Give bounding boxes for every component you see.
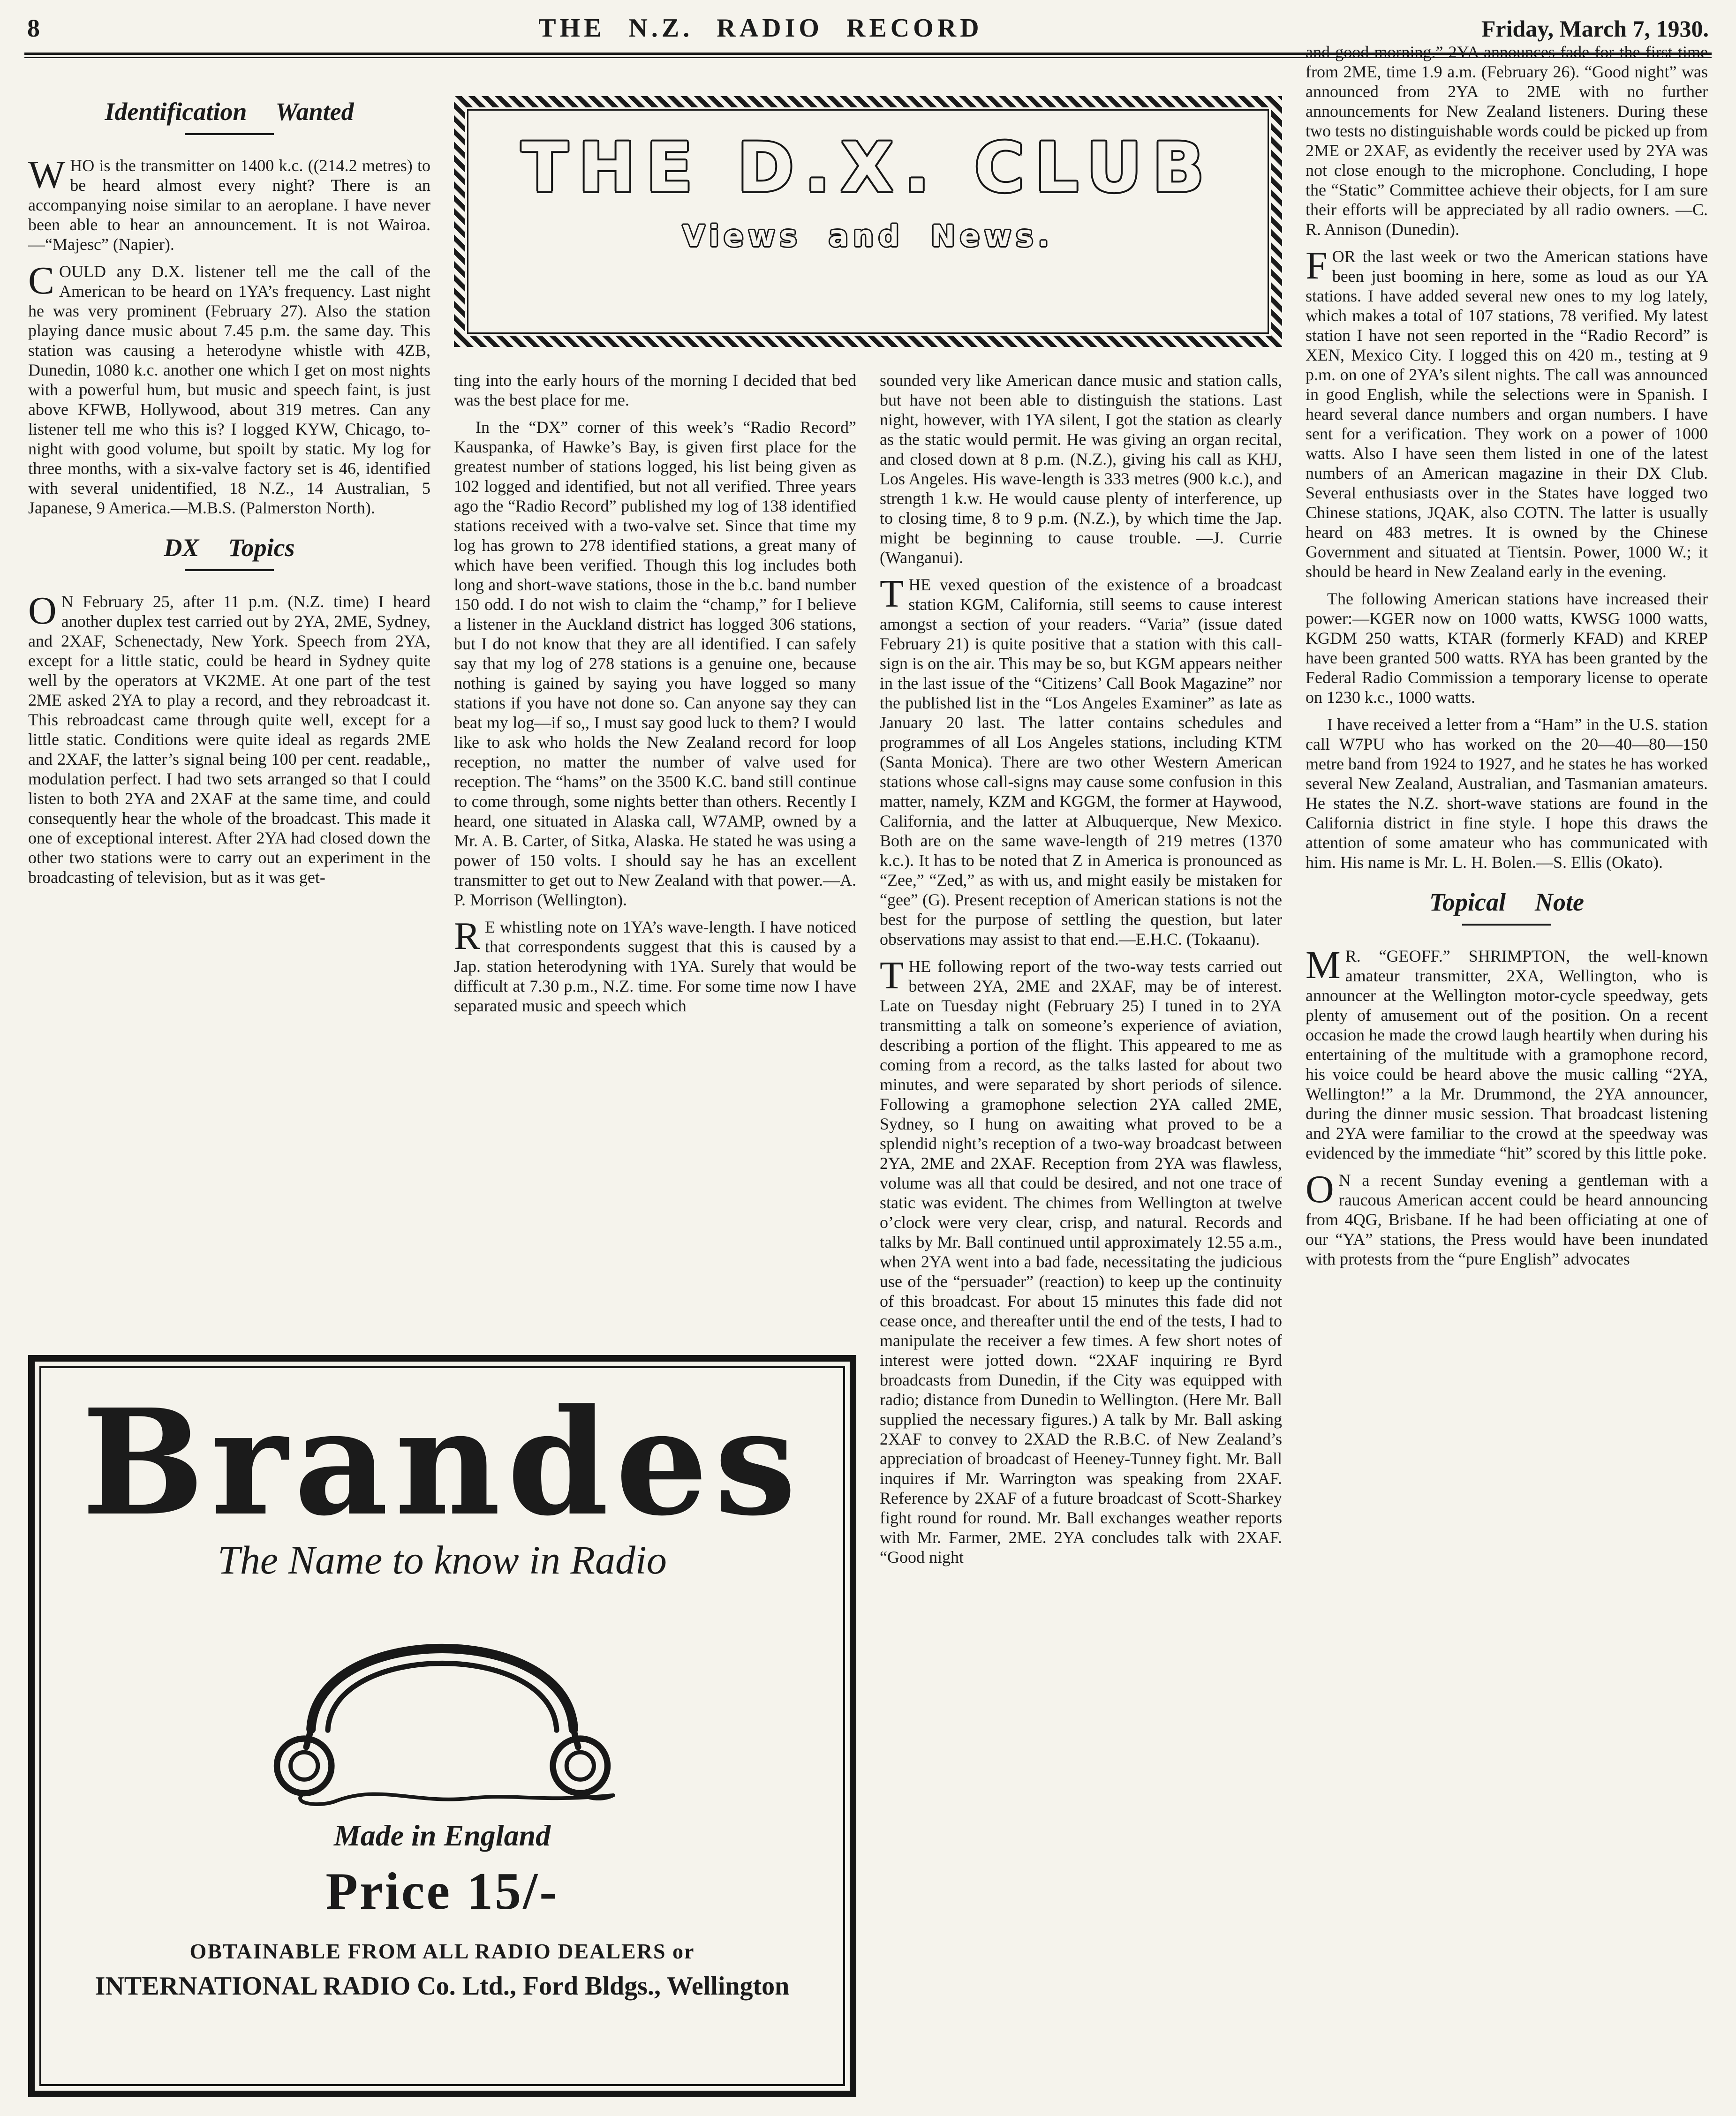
article-heading: DX Topics bbox=[28, 534, 430, 571]
brandes-logo: Brandes bbox=[81, 1378, 803, 1548]
article-paragraph: R E whistling note on 1YA’s wave-length. I have noticed that correspondents suggest that this is caused by a Jap. station heterodyning with 1YA. Surely that would be difficult at 7.30 p.m., N.Z. time. For some time now I have separated music and speech which bbox=[454, 914, 856, 1015]
article-paragraph: FOR the last week or two the American stations have been just booming in here, some as loud as our YA stations. I have added several new ones to my log lately, which makes a total of 107 stations, 78 verified. My latest station I have not seen reported in the “Radio Record” is XEN, Mexico City. I logged this on 420 m., testing at 9 p.m. on one of 2YA’s silent nights. The call was announced in good English, while the selections were in Spanish. I heard several dance numbers and organ numbers. I have sent for a verification. They work on a power of 1000 watts. Also I have seen them listed in one of the latest numbers of an American magazine in their DX Club. Several enthusiasts over in the States have logged two Chinese stations, JQAK, also COTN. The latter is usually heard on 483 metres. It is owned by the Chinese Government and situated at Tientsin. Power, 1000 W.; it should be heard in New Zealand early in the evening. bbox=[1306, 244, 1708, 581]
brandes-advertisement bbox=[28, 1355, 856, 2097]
article-paragraph: O N February 25, after 11 p.m. (N.Z. time) I heard another duplex test carried out by 2YA, 2ME, Sydney, and 2XAF, Schenectady, New York. Speech from 2YA, except for a little static, could be heard in Sydney quite well by the operators at VK2ME. At one part of the test 2ME asked 2YA to play a record, and they rebroadcast it. This rebroadcast came through quite well, except for a little static. Conditions were quite ideal as regards 2ME and 2XAF, the latter’s signal being 100 per cent. readable,, modulation perfect. I had two sets arranged so that I could listen to both 2YA and 2XAF at the same time, and could consequently hear the whole of the broadcast. This made it one of exceptional interest. After 2YA had closed down the other two stations were to carry out an experiment in the broadcasting of television, but as it was get- bbox=[28, 589, 430, 887]
dealers-line: OBTAINABLE FROM ALL RADIO DEALERS or bbox=[189, 1939, 695, 1964]
page-header bbox=[27, 13, 1709, 43]
drop-cap: W bbox=[28, 153, 66, 196]
drop-cap: M bbox=[1306, 943, 1341, 987]
article-paragraph: I have received a letter from a “Ham” in the U.S. station call W7PU who has worked on the 20—40—80—150 metre band from 1924 to 1927, and he states he has worked several New Zealand, Australian, and Tasmanian amateurs. He states the N.Z. short-wave stations are found in the California district in fine style. I hope this draws the attention of some amateur who has communicated with him. His name is Mr. L. H. Bolen.—S. Ellis (Okato). bbox=[1306, 715, 1708, 872]
drop-cap: T bbox=[880, 954, 904, 997]
column-4 bbox=[1306, 42, 1708, 2101]
dx-club-subtitle: Views and News. bbox=[682, 219, 1054, 253]
drop-cap: O bbox=[1306, 1167, 1334, 1211]
drop-cap: C bbox=[28, 259, 55, 302]
article-paragraph: COULD any D.X. listener tell me the call of the American to be heard on 1YA’s frequency. Last night he was very prominent (February 27). Also the station playing dance music about 7.45 p.m. the same day. This station was causing a heterodyne whistle with 4ZB, Dunedin, 1080 k.c. another one which I get on most nights with a powerful hum, but music and speech faint, is just above KFWB, Hollywood, about 319 metres. Can any listener tell me who this is? I logged KYW, Chicago, to-night with good volume, but spoilt by static. My log for three months, with a six-valve factory set is 46, identified with several unidentified, 18 N.Z., 14 Australian, 5 Japanese, 9 America.—M.B.S. (Palmerston North). bbox=[28, 259, 430, 517]
article-paragraph: sounded very like American dance music and station calls, but have not been able to distinguish the stations. Last night, however, with 1YA silent, I got the station as clearly as the static would permit. He was giving an organ recital, and closed down at 8 p.m. (N.Z.), giving his call as KHJ, Los Angeles. His wave-length is 333 metres (900 k.c.), and strength 1 k.w. He would cause plenty of interference, up to closing time, 8 to 9 p.m. (N.Z.), by which time the Jap. might be beginning to cause trouble. —J. Currie (Wanganui). bbox=[880, 371, 1282, 567]
article-heading: Identification Wanted bbox=[28, 98, 430, 135]
column-3 bbox=[880, 370, 1282, 2096]
headphones-illustration bbox=[212, 1593, 672, 1815]
column-2 bbox=[454, 370, 856, 1336]
article-paragraph: In the “DX” corner of this week’s “Radio Record” Kauspanka, of Hawke’s Bay, is given first place for the greatest number of stations logged, his list being given as 102 logged and identified, but not all verified. Three years ago the “Radio Record” published my log of 138 identified stations received with a two-valve set. Since that time my log has grown to 278 identified stations, a great many of which have been verified. Though this log includes both long and short-wave stations, those in the b.c. band number 150 odd. I do not wish to claim the “champ,” for I believe a listener in the Auckland district has logged 306 stations, but I do not know that they are all identified. I can safely say that my log of 278 stations is a genuine one, because nothing is gained by saying you have logged so many stations if you have not done so. Can anyone say they can beat my log—if so,, I must say good luck to them? I would like to ask who holds the New Zealand record for loop reception, no matter the number of valve used for reception. The “hams” on the 3500 K.C. band still continue to come through, some nights better than others. Recently I heard, one situated in Alaska call, W7AMP, owned by a Mr. A. B. Carter, of Sitka, Alaska. He stated he was using a power of 150 volts. I should say he has an excellent transmitter to get out to New Zealand with that power.—A. P. Morrison (Wellington). bbox=[454, 418, 856, 909]
article-paragraph: O N a recent Sunday evening a gentleman with a raucous American accent could be heard announcing from 4QG, Brisbane. If he had been officiating at one of our “YA” stations, the Press would have been inundated with protests from the “pure English” advocates bbox=[1306, 1167, 1708, 1268]
article-paragraph: WHO is the transmitter on 1400 k.c. ((214.2 metres) to be heard almost every night? There is an accompanying noise similar to an aeroplane. I have never been able to hear an announcement. It is not Wairoa.—“Majesc” (Napier). bbox=[28, 153, 430, 254]
price-label: Price 15/- bbox=[325, 1862, 559, 1921]
drop-cap: R bbox=[454, 914, 481, 958]
brandes-tagline: The Name to know in Radio bbox=[218, 1537, 667, 1583]
article-paragraph: M R. “GEOFF.” SHRIMPTON, the well-known amateur transmitter, 2XA, Wellington, who is announcer at the Wellington motor-cycle speedway, gets plenty of amusement out of the position. On a recent occasion he made the crowd laugh heartily when during his entertaining of the multitude with a gramophone record, his voice could be heard above the music calling “2YA, Wellington!” a la Mr. Drummond, the 2YA announcer, during the dinner music session. That broadcast listening and 2YA were familiar to the crowd at the speedway was evidenced by the immediate “hit” scored by this little poke. bbox=[1306, 943, 1708, 1162]
article-paragraph: THE vexed question of the existence of a broadcast station KGM, California, still seems to cause interest amongst a section of your readers. “Varia” (issue dated February 21) is quite positive that a station with this call-sign is on the air. This may be so, but KGM appears neither in the last issue of the “Citizens’ Call Book Magazine” nor the published list in the “Los Angeles Examiner” as late as January 20 last. The latter contains schedules and programmes of all Los Angeles stations, including KTM (Santa Monica). There are two other Western American stations whose call-signs may cause some confusion in this matter, namely, KZM and KGGM, the former at Haywood, California, and the latter at Albuquerque, New Mexico. Both are on the same wave-length of 219 metres (1370 k.c.). It has to be noted that Z in America is pronounced as “Zee,” “Zed,” as with us, and might easily be mistaken for “gee” (G). Present reception of American stations is not the best for the purpose of settling the question, but later observations may assist to that end.—E.H.C. (Tokaanu). bbox=[880, 572, 1282, 949]
article-paragraph: THE following report of the two-way tests carried out between 2YA, 2ME and 2XAF, may be of interest. Late on Tuesday night (February 25) I tuned in to 2YA transmitting a talk on someone’s experience of aviation, describing a portion of the flight. This appeared to me as coming from a record, as the talks lasted for about two minutes, and were separated by short periods of silence. Following a gramophone selection 2YA called 2ME, Sydney, so I hung on awaiting what proved to be a splendid night’s reception of a two-way broadcast between 2YA, 2ME and 2XAF. Reception from 2YA was flawless, volume was all that could be desired, and not one trace of static was evident. The chimes from Wellington at twelve o’clock were very clear, crisp, and natural. Records and talks by Mr. Ball continued until approximately 12.55 a.m., when 2YA went into a bad fade, necessitating the judicious use of the “persuader” (reaction) to keep up the continuity of this broadcast. For about 15 minutes this fade did not cease once, and thereafter until the end of the tests, I had to manipulate the receiver a few times. A few short notes of interest were jotted down. “2XAF inquiring re Byrd broadcasts from Dunedin, if the City was equipped with radio; distance from Dunedin to Wellington. (Here Mr. Ball supplied the necessary figures.) A talk by Mr. Ball asking 2XAF to convey to 2XAD the R.B.C. of New Zealand’s appreciation of broadcast of Heeney-Tunney fight. Mr. Ball inquires if Mr. Warrington was speaking from 2XAF. Reference by 2XAF of a future broadcast of Scott-Sharkey fight round for round. Mr. Ball exchanges weather reports with Mr. Farmer, 2ME. 2YA concludes talk with 2XAF. “Good night bbox=[880, 954, 1282, 1566]
made-in-england-label: Made in England bbox=[333, 1819, 551, 1852]
company-line: INTERNATIONAL RADIO Co. Ltd., Ford Bldgs., Wellington bbox=[95, 1972, 790, 2001]
masthead-title: THE N.Z. RADIO RECORD bbox=[538, 14, 983, 43]
drop-cap: O bbox=[28, 589, 57, 633]
drop-cap: T bbox=[880, 572, 904, 616]
dx-club-title: THE D.X. CLUB bbox=[521, 128, 1215, 208]
article-paragraph: and good morning.” 2YA announces fade for the first time from 2ME, time 1.9 a.m. (February 26). “Good night” was announced from 2YA to 2ME with no further announcements for New Zealand listeners. During these two tests no distinguishable words could be picked up from 2ME or 2XAF, as evidently the receiver used by 2YA was not close enough to the microphone. Concluding, I hope the “Static” Committee achieve their objects, for I am sure their efforts will be appreciated by all radio owners. —C. R. Annison (Dunedin). bbox=[1306, 43, 1708, 239]
page-number: 8 bbox=[27, 14, 40, 42]
drop-cap: F bbox=[1306, 244, 1328, 287]
article-paragraph: ting into the early hours of the morning I decided that bed was the best place for me. bbox=[454, 371, 856, 409]
dx-club-banner bbox=[454, 96, 1282, 347]
column-1 bbox=[28, 94, 430, 1341]
article-heading: Topical Note bbox=[1306, 888, 1708, 926]
issue-date: Friday, March 7, 1930. bbox=[1481, 15, 1709, 42]
article-paragraph: The following American stations have increased their power:—KGER now on 1000 watts, KWSG 1000 watts, KGDM 250 watts, KTAR (formerly KFAD) and KREP have been granted 500 watts. RYA has been granted by the Federal Radio Commission a temporary license to operate on 1230 k.c., 1000 watts. bbox=[1306, 589, 1708, 707]
